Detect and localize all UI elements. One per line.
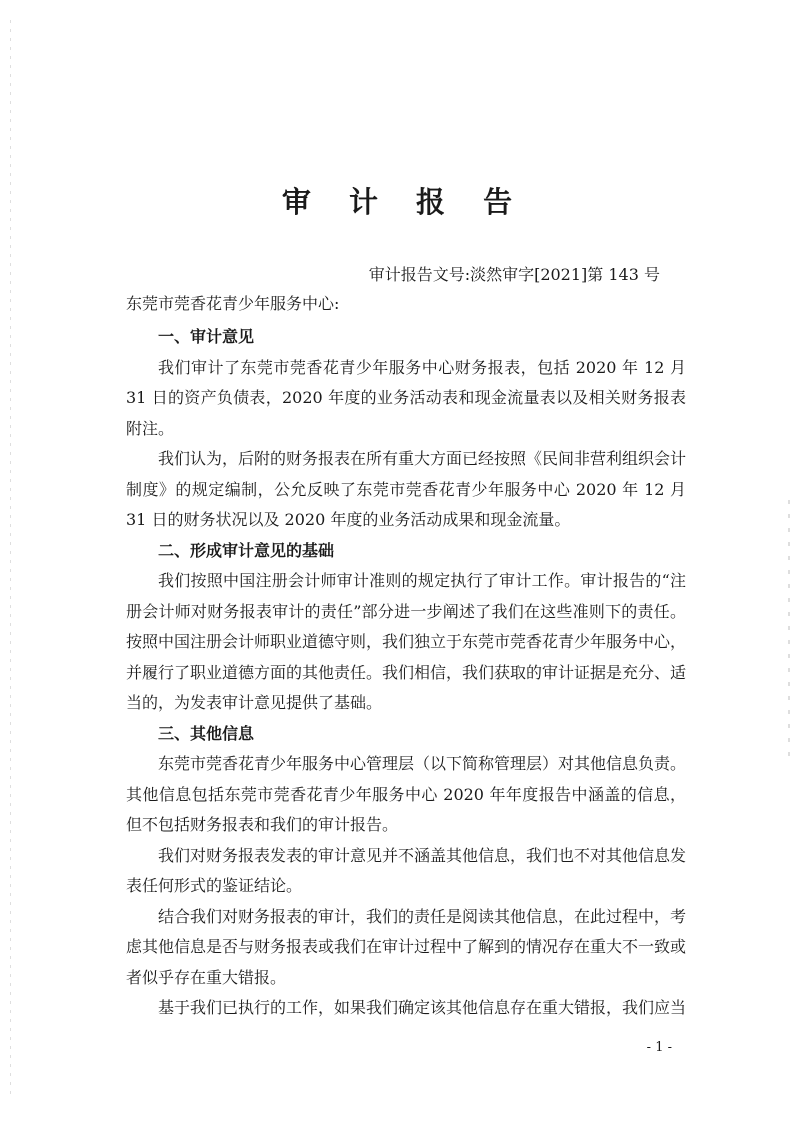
paragraph: 结合我们对财务报表的审计，我们的责任是阅读其他信息，在此过程中，考虑其他信息是否与财务报表或我们在审计过程中了解到的情况存在重大不一致或者似乎存在重大错报。 xyxy=(126,906,687,987)
section-heading-audit-opinion: 一、审计意见 xyxy=(158,327,255,346)
paragraph: 我们认为，后附的财务报表在所有重大方面已经按照《民间非营利组织会计制度》的规定编制，公允反映了东莞市莞香花青少年服务中心 2020 年 12 月 31 日的财务状况以及 2020 年度的业务活动成果和现金流量。 xyxy=(126,449,687,529)
page-number: - 1 - xyxy=(646,1040,672,1055)
paragraph: 基于我们已执行的工作，如果我们确定该其他信息存在重大错报，我们应当 xyxy=(158,998,687,1017)
scan-edge-right xyxy=(788,500,790,760)
paragraph: 我们对财务报表发表的审计意见并不涵盖其他信息，我们也不对其他信息发表任何形式的鉴证结论。 xyxy=(126,845,687,895)
report-document-number: 审计报告文号:淡然审字[2021]第 143 号 xyxy=(368,265,660,284)
section-heading-basis-for-opinion: 二、形成审计意见的基础 xyxy=(158,540,335,560)
addressee: 东莞市莞香花青少年服务中心: xyxy=(126,294,340,313)
report-body xyxy=(126,322,686,1024)
paragraph: 我们审计了东莞市莞香花青少年服务中心财务报表，包括 2020 年 12 月 31 日的资产负债表，2020 年度的业务活动表和现金流量表以及相关财务报表附注。 xyxy=(126,357,686,438)
section-heading-other-information: 三、其他信息 xyxy=(158,723,255,743)
paragraph: 东莞市莞香花青少年服务中心管理层（以下简称管理层）对其他信息负责。其他信息包括东莞市莞香花青少年服务中心 2020 年年度报告中涵盖的信息，但不包括财务报表和我们的审计报告。 xyxy=(126,754,687,834)
report-title: 审 计 报 告 xyxy=(281,185,527,219)
paragraph: 我们按照中国注册会计师审计准则的规定执行了审计工作。审计报告的“注册会计师对财务报表审计的责任”部分进一步阐述了我们在这些准则下的责任。按照中国注册会计师职业道德守则，我们独立于东莞市莞香花青少年服务中心，并履行了职业道德方面的其他责任。我们相信，我们获取的审计证据是充分、适当的，为发表审计意见提供了基础。 xyxy=(126,571,687,712)
